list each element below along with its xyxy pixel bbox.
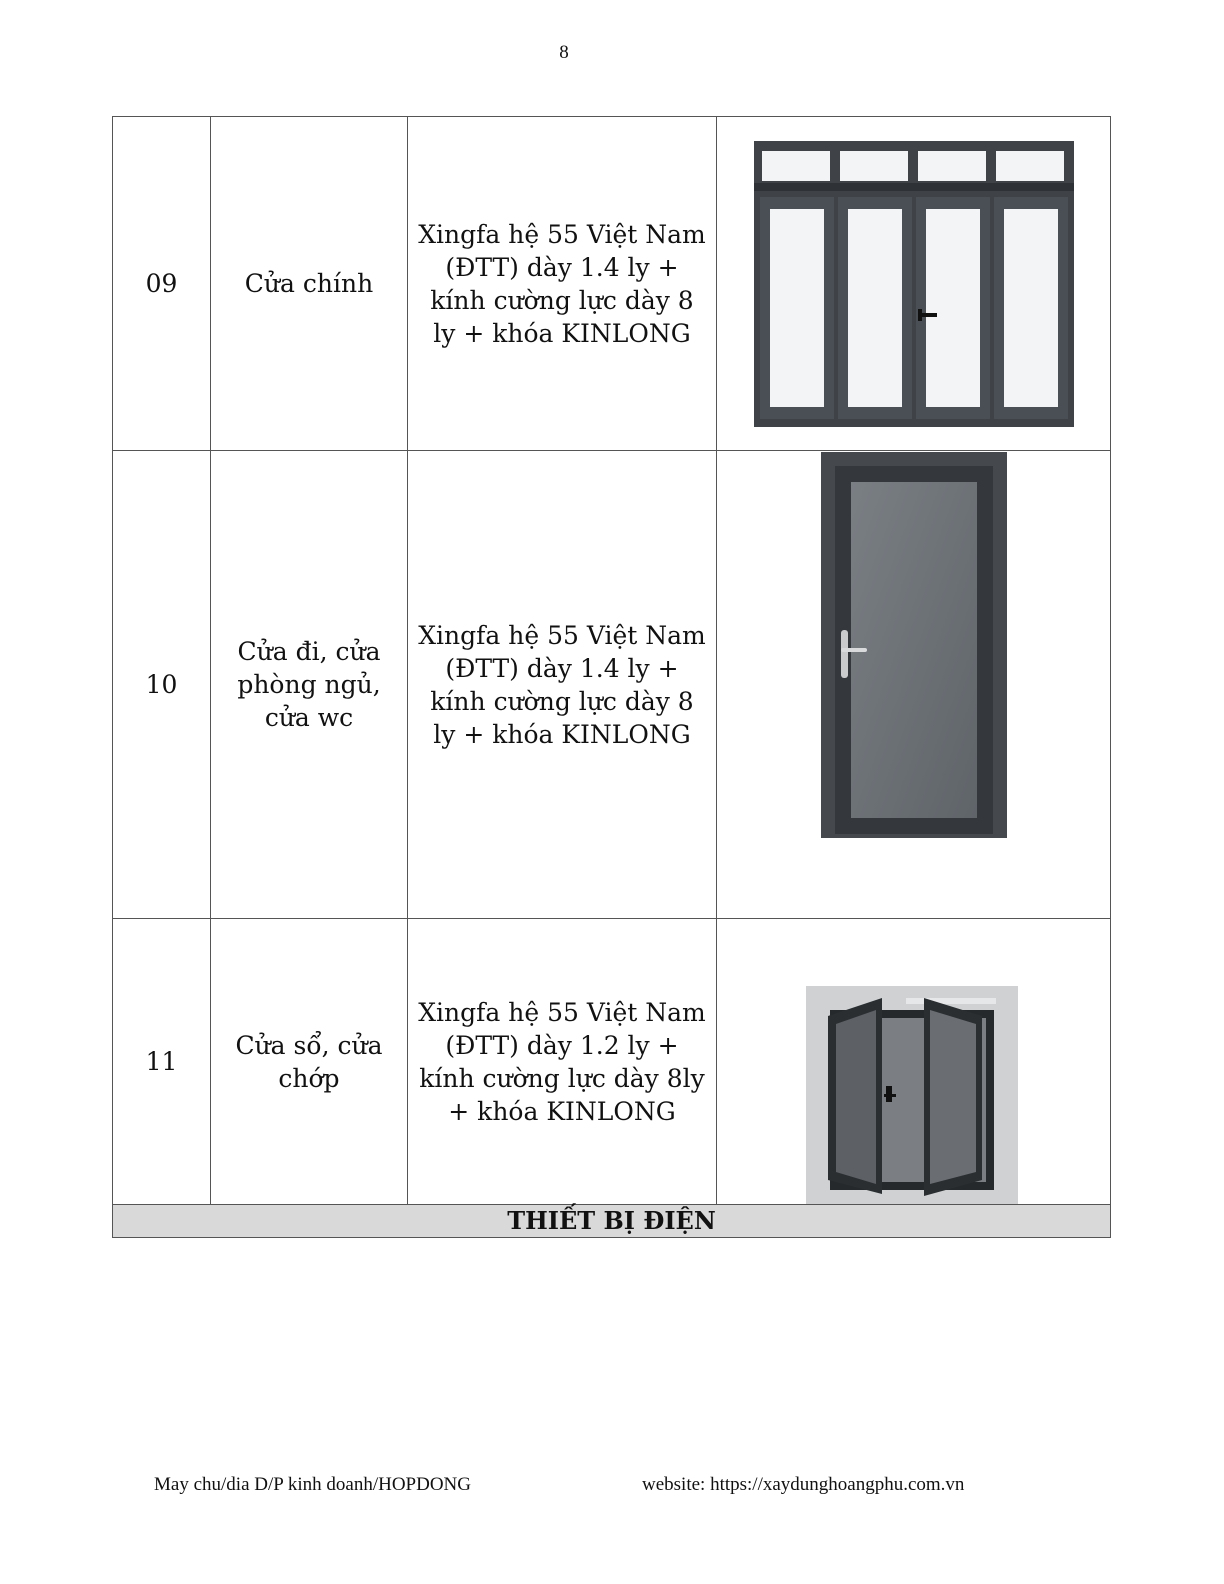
section-heading: THIẾT BỊ ĐIỆN bbox=[113, 1205, 1111, 1238]
table-row bbox=[113, 919, 1111, 1205]
row-name: Cửa sổ, cửa chớp bbox=[211, 919, 408, 1205]
row-spec: Xingfa hệ 55 Việt Nam (ĐTT) dày 1.4 ly + kính cường lực dày 8 ly + khóa KINLONG bbox=[408, 451, 717, 919]
row-name: Cửa chính bbox=[211, 117, 408, 451]
page-number: 8 bbox=[559, 42, 569, 63]
table-row bbox=[113, 451, 1111, 919]
four-panel-door-image bbox=[752, 139, 1076, 429]
single-door-image bbox=[821, 452, 1007, 838]
footer-path: May chu/dia D/P kinh doanh/HOPDONG bbox=[154, 1474, 471, 1495]
row-index: 11 bbox=[113, 919, 211, 1205]
row-spec: Xingfa hệ 55 Việt Nam (ĐTT) dày 1.2 ly + kính cường lực dày 8ly + khóa KINLONG bbox=[408, 919, 717, 1205]
footer-website: website: https://xaydunghoangphu.com.vn bbox=[642, 1474, 965, 1495]
row-index: 10 bbox=[113, 451, 211, 919]
row-index: 09 bbox=[113, 117, 211, 451]
row-spec: Xingfa hệ 55 Việt Nam (ĐTT) dày 1.4 ly + kính cường lực dày 8 ly + khóa KINLONG bbox=[408, 117, 717, 451]
casement-window-image bbox=[806, 986, 1018, 1204]
product-spec-table bbox=[112, 116, 1111, 1238]
section-row bbox=[113, 1205, 1111, 1238]
row-name: Cửa đi, cửa phòng ngủ, cửa wc bbox=[211, 451, 408, 919]
table-row bbox=[113, 117, 1111, 451]
